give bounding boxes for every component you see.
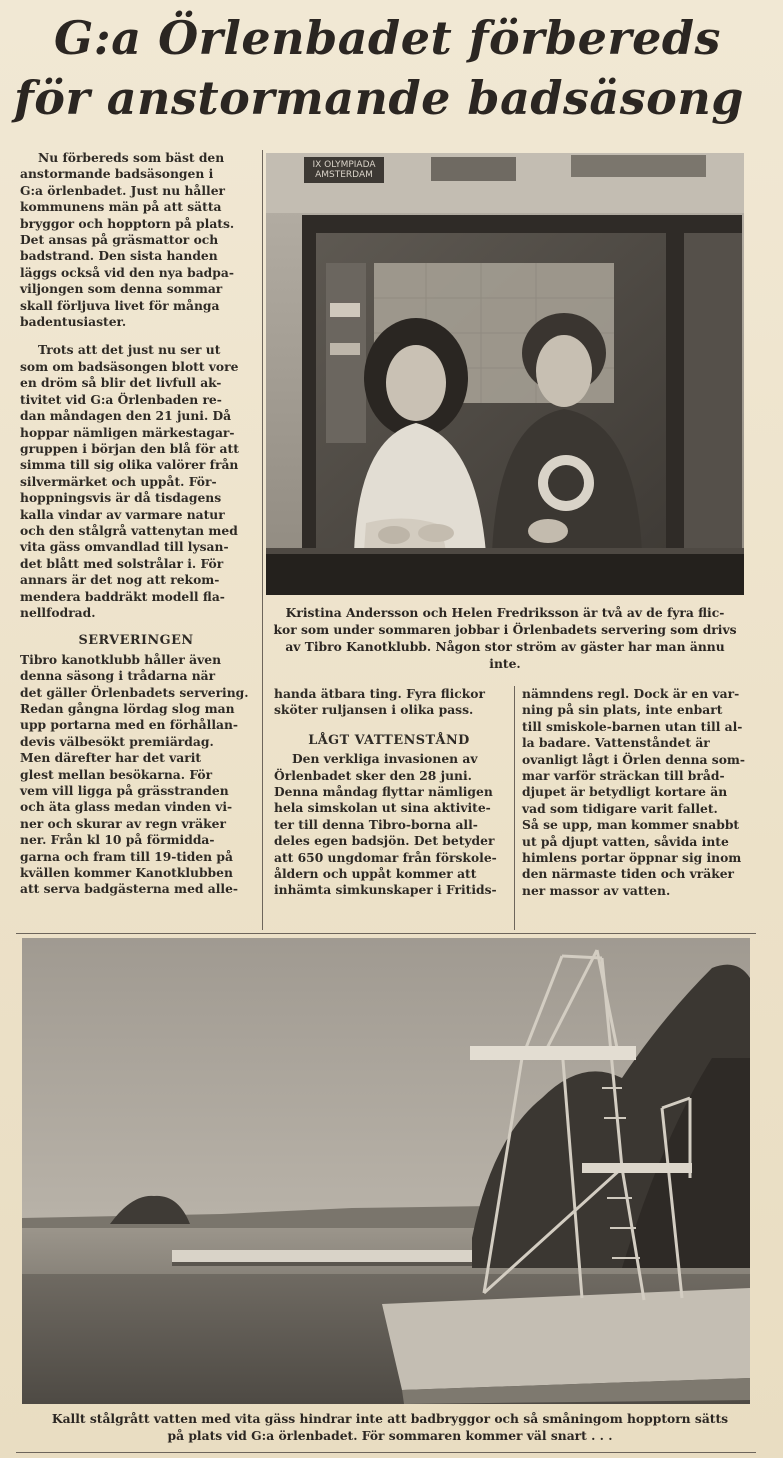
bottom-rule — [16, 1452, 756, 1453]
poster-sign-text: IX OLYMPIADA AMSTERDAM — [312, 160, 376, 180]
subhead-lagt-vattenstand: LÅGT VATTENSTÅND — [308, 732, 470, 748]
middle-paragraph-1: handa ätbara ting. Fyra flickor sköter ruljansen i olika pass. — [274, 686, 485, 718]
diving-tower-photo — [22, 938, 750, 1404]
headline — [10, 8, 765, 128]
column-rule-right — [514, 686, 515, 930]
subhead-serveringen: SERVERINGEN — [78, 633, 194, 649]
intro-paragraph-2: Trots att det just nu ser ut som om badsäsongen blott vore en dröm så blir det livfull ak- tivitet vid G:a Örlenbaden re- dan måndagen den 21 juni. Då hoppar nämligen märkestagar- gruppen i början den blå för att simma till sig olika valörer från silvermärket och uppåt. För- hoppningsvis är då tisdagens kalla vindar av varmare natur och den stålgrå vattenytan med vita gäss omvandlad till lysan- det blått med solstrålar i. För annars är det nog att rekom- mendera baddräkt modell fla- nellfodrad. — [20, 342, 239, 620]
kiosk-photo-caption: Kristina Andersson och Helen Fredriksson är två av de fyra flic- kor som under sommaren jobbar i Örlenbadets servering som drivs av Tibro Kanotklubb. Någon stor ström av gäster har man ännu inte. — [273, 605, 737, 671]
column-rule-left — [262, 150, 263, 930]
intro-paragraph-1: Nu förbereds som bäst den anstormande badsäsongen i G:a örlenbadet. Just nu håller kommunens män på att sätta bryggor och hopptorn på plats. Det ansas på gräsmattor och badstrand. Den sista handen läggs också vid den nya badpa- viljongen som denna sommar skall förljuva livet för många badentusiaster. — [20, 150, 235, 330]
headline-line-1: G:a Örlenbadet förbereds — [54, 11, 721, 65]
kiosk-photo — [266, 153, 744, 595]
headline-line-2: för anstormande badsäsong — [14, 71, 744, 125]
middle-column — [274, 686, 504, 911]
diving-tower-image — [22, 938, 750, 1404]
middle-paragraph-2: Den verkliga invasionen av Örlenbadet sker den 28 juni. Denna måndag flyttar nämligen hela simskolan ut sina aktivite- ter till denna Tibro-borna all- deles egen badsjön. Det betyder att 650 ungdomar från förskole- åldern och uppåt kommer att inhämta simkunskaper i Fritids- — [274, 751, 497, 898]
right-paragraph-1: nämndens regl. Dock är en var- ning på sin plats, inte enbart till smiskole-barnen utan till al- la badare. Vattenståndet är ovanligt lågt i Örlen denna som- mar varför sträckan till bråd- djupet är betydligt kortare än vad som tidigare varit fallet. Så se upp, man kommer snabbt ut på djupt vatten, såvida inte himlens portar öppnar sig inom den närmaste tiden och vräker ner massor av vatten. — [522, 686, 746, 898]
kiosk-photo-image — [266, 153, 744, 595]
serveringen-paragraph: Tibro kanotklubb håller även denna säsong i trådarna när det gäller Örlenbadets servering. Redan gångna lördag slog man upp portarna med en förhållan- devis välbesökt premiärdag. Men därefter har det varit glest mellan besökarna. För vem vill ligga på gräs️stranden och äta glass medan vinden vi- ner och skurar av regn vräker ner. Från kl 10 på förmidda- garna och fram till 19-tiden på kvällen kommer Kanotklubben att serva badgästerna med alle- — [20, 651, 249, 897]
intro-column — [20, 150, 252, 910]
diving-tower-caption: Kallt stålgrått vatten med vita gäss hindrar inte att badbryggor och så småningom hopptorn sätts på plats vid G:a örlenbadet. För sommaren kommer väl snart . . . — [51, 1411, 729, 1443]
right-column — [522, 686, 752, 911]
section-rule — [16, 933, 756, 934]
